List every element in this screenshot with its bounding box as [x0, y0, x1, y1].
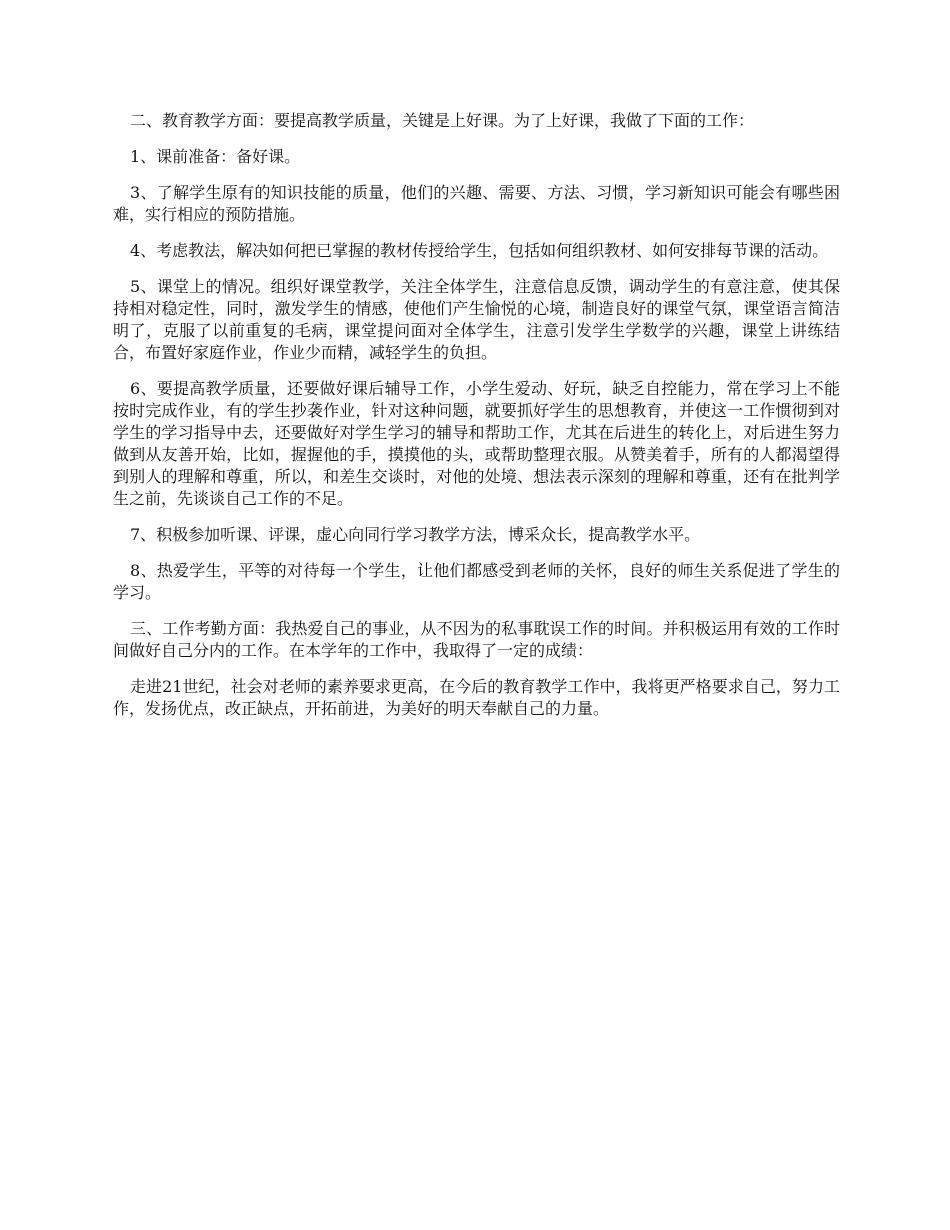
paragraph-teaching-method: 4、考虑教法，解决如何把已掌握的教材传授给学生，包括如何组织教材、如何安排每节课的活动。	[130, 241, 829, 260]
paragraph-teaching-intro: 二、教育教学方面：要提高教学质量，关键是上好课。为了上好课，我做了下面的工作：	[130, 111, 755, 130]
paragraph-attendance: 三、工作考勤方面：我热爱自己的事业，从不因为的私事耽误工作的时间。并积极运用有效的工作时间做好自己分内的工作。在本学年的工作中，我取得了一定的成绩：	[113, 619, 840, 660]
document-page	[113, 110, 840, 734]
paragraph-lesson-prep: 1、课前准备：备好课。	[130, 147, 301, 166]
paragraph-understand-students: 3、了解学生原有的知识技能的质量，他们的兴趣、需要、方法、习惯，学习新知识可能会有哪些困难，实行相应的预防措施。	[113, 183, 840, 224]
paragraph-classroom: 5、课堂上的情况。组织好课堂教学，关注全体学生，注意信息反馈，调动学生的有意注意，使其保持相对稳定性，同时，激发学生的情感，使他们产生愉悦的心境，制造良好的课堂气氛，课堂语言简洁明了，克服了以前重复的毛病，课堂提问面对全体学生，注意引发学生学数学的兴趣，课堂上讲练结合，布置好家庭作业，作业少而精，减轻学生的负担。	[113, 277, 840, 362]
paragraph-love-students: 8、热爱学生，平等的对待每一个学生，让他们都感受到老师的关怀，良好的师生关系促进了学生的学习。	[113, 561, 840, 602]
paragraph-after-class-tutoring: 6、要提高教学质量，还要做好课后辅导工作，小学生爱动、好玩，缺乏自控能力，常在学习上不能按时完成作业，有的学生抄袭作业，针对这种问题，就要抓好学生的思想教育，并使这一工作惯彻到对学生的学习指导中去，还要做好对学生学习的辅导和帮助工作，尤其在后进生的转化上，对后进生努力做到从友善开始，比如，握握他的手，摸摸他的头，或帮助整理衣服。从赞美着手，所有的人都渴望得到别人的理解和尊重，所以，和差生交谈时，对他的处境、想法表示深刻的理解和尊重，还有在批判学生之前，先谈谈自己工作的不足。	[113, 379, 840, 508]
paragraph-conclusion: 走进21世纪，社会对老师的素养要求更高，在今后的教育教学工作中，我将更严格要求自己，努力工作，发扬优点，改正缺点，开拓前进，为美好的明天奉献自己的力量。	[113, 677, 840, 718]
paragraph-lesson-observation: 7、积极参加听课、评课，虚心向同行学习教学方法，博采众长，提高教学水平。	[130, 525, 701, 544]
